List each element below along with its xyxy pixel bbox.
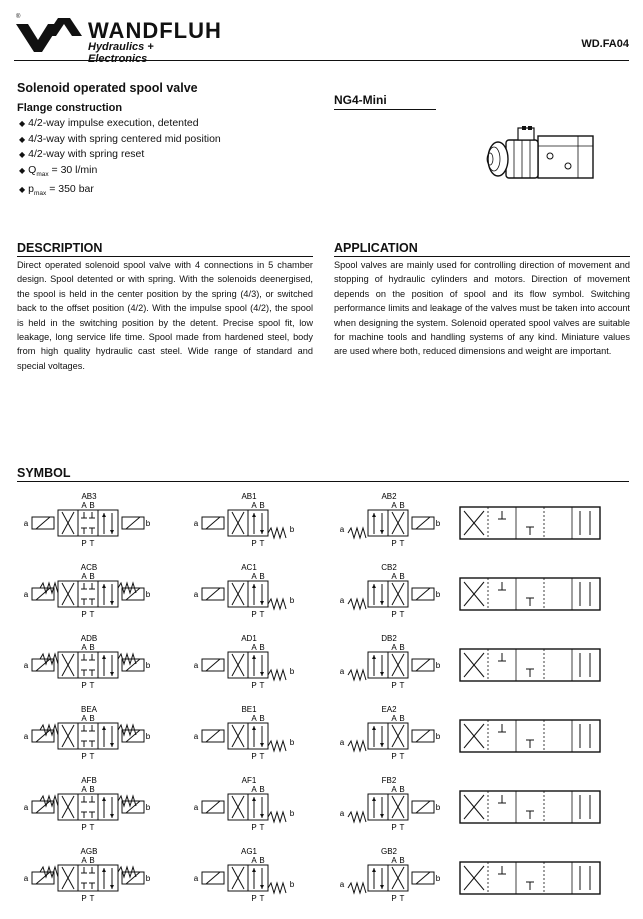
application-heading: APPLICATION xyxy=(334,241,630,257)
symbol-ab3 xyxy=(14,490,164,550)
document-id: WD.FA04 xyxy=(581,38,629,50)
valve-position-box xyxy=(78,581,98,607)
solenoid-label: b xyxy=(145,661,151,670)
port-p-label: P xyxy=(81,681,87,690)
solenoid-label: a xyxy=(193,661,199,670)
spool-overview xyxy=(458,860,608,900)
valve-position-box xyxy=(98,581,118,607)
valve-position-box xyxy=(98,652,118,678)
port-p-label: P xyxy=(251,894,257,903)
spring-icon xyxy=(348,883,366,893)
feature-item: ◆ 4/2-way with spring reset xyxy=(19,147,221,163)
symbol-code: ACB xyxy=(80,563,98,572)
feature-item: ◆ 4/3-way with spring centered mid position xyxy=(19,132,221,148)
spring-icon xyxy=(348,812,366,822)
port-b-label: B xyxy=(89,785,95,794)
valve-position-box xyxy=(98,510,118,536)
solenoid-label: a xyxy=(193,732,199,741)
port-a-label: A xyxy=(81,572,87,581)
symbol-code: AG1 xyxy=(240,847,258,856)
port-p-label: P xyxy=(251,610,257,619)
solenoid-label: b xyxy=(435,874,441,883)
valve-position-box xyxy=(248,510,268,536)
solenoid-label: b xyxy=(145,519,151,528)
solenoid-label: b xyxy=(289,880,295,889)
symbol-db2 xyxy=(314,632,464,692)
spring-icon xyxy=(268,812,286,822)
port-p-label: P xyxy=(391,681,397,690)
symbol-code: EA2 xyxy=(381,705,397,714)
port-a-label: A xyxy=(251,643,257,652)
symbol-code: AC1 xyxy=(241,563,257,572)
valve-position-box xyxy=(368,510,388,536)
symbol-bea xyxy=(14,703,164,763)
spool-overview xyxy=(458,505,608,545)
valve-position-box xyxy=(368,652,388,678)
valve-position-box xyxy=(78,723,98,749)
port-a-label: A xyxy=(81,856,87,865)
solenoid-label: a xyxy=(23,590,29,599)
symbol-code: AFB xyxy=(81,776,97,785)
valve-position-box xyxy=(248,794,268,820)
solenoid-label: a xyxy=(339,525,345,534)
valve-position-box xyxy=(98,723,118,749)
port-t-label: T xyxy=(399,752,405,761)
valve-position-box xyxy=(248,723,268,749)
solenoid-label: a xyxy=(23,732,29,741)
valve-position-box xyxy=(78,510,98,536)
spring-icon xyxy=(348,599,366,609)
valve-position-box xyxy=(98,865,118,891)
solenoid-label: a xyxy=(339,809,345,818)
solenoid-label: b xyxy=(435,661,441,670)
port-b-label: B xyxy=(399,856,405,865)
solenoid-label: a xyxy=(193,590,199,599)
wandfluh-logo-icon xyxy=(14,16,84,52)
port-a-label: A xyxy=(391,501,397,510)
port-t-label: T xyxy=(399,610,405,619)
symbol-code: ADB xyxy=(80,634,98,643)
port-b-label: B xyxy=(399,501,405,510)
port-b-label: B xyxy=(259,572,265,581)
solenoid-label: b xyxy=(289,596,295,605)
symbol-code: AF1 xyxy=(241,776,257,785)
valve-position-box xyxy=(248,865,268,891)
port-p-label: P xyxy=(251,539,257,548)
valve-position-box xyxy=(368,794,388,820)
port-p-label: P xyxy=(391,610,397,619)
feature-pmax: ◆ $p_{max} = 350$ bar xyxy=(19,182,221,202)
spring-icon xyxy=(268,741,286,751)
symbol-code: AB3 xyxy=(81,492,97,501)
valve-position-box xyxy=(248,652,268,678)
symbol-code: AD1 xyxy=(241,634,257,643)
spool-overview xyxy=(458,647,608,687)
symbol-af1 xyxy=(174,774,324,834)
port-p-label: P xyxy=(391,539,397,548)
port-b-label: B xyxy=(399,785,405,794)
spool-overview xyxy=(458,718,608,758)
feature-item: ◆ 4/2-way impulse execution, detented xyxy=(19,116,221,132)
solenoid-label: a xyxy=(193,803,199,812)
port-a-label: A xyxy=(391,785,397,794)
solenoid-label: a xyxy=(339,667,345,676)
valve-position-box xyxy=(78,652,98,678)
port-a-label: A xyxy=(391,856,397,865)
symbol-code: CB2 xyxy=(381,563,397,572)
port-p-label: P xyxy=(251,681,257,690)
symbol-ab1 xyxy=(174,490,324,550)
symbol-code: AB2 xyxy=(381,492,397,501)
valve-position-box xyxy=(248,581,268,607)
port-a-label: A xyxy=(251,714,257,723)
port-t-label: T xyxy=(259,610,265,619)
port-p-label: P xyxy=(251,823,257,832)
symbol-afb xyxy=(14,774,164,834)
symbol-code: GB2 xyxy=(380,847,398,856)
spring-icon xyxy=(348,528,366,538)
wandfluh-logo xyxy=(14,14,222,65)
symbol-code: AGB xyxy=(80,847,98,856)
port-b-label: B xyxy=(259,501,265,510)
solenoid-label: b xyxy=(435,590,441,599)
port-t-label: T xyxy=(89,894,95,903)
symbol-acb xyxy=(14,561,164,621)
port-t-label: T xyxy=(399,823,405,832)
solenoid-label: b xyxy=(435,803,441,812)
port-a-label: A xyxy=(81,785,87,794)
port-t-label: T xyxy=(89,752,95,761)
port-p-label: P xyxy=(81,610,87,619)
valve-position-box xyxy=(78,865,98,891)
port-t-label: T xyxy=(89,610,95,619)
valve-position-box xyxy=(78,794,98,820)
port-p-label: P xyxy=(251,752,257,761)
port-a-label: A xyxy=(391,572,397,581)
port-p-label: P xyxy=(81,823,87,832)
solenoid-label: b xyxy=(289,525,295,534)
spring-icon xyxy=(268,883,286,893)
port-t-label: T xyxy=(259,823,265,832)
spring-icon xyxy=(268,670,286,680)
port-t-label: T xyxy=(399,894,405,903)
symbol-ag1 xyxy=(174,845,324,905)
port-b-label: B xyxy=(89,714,95,723)
description-text: Direct operated solenoid spool valve with 4 connections in 5 chamber design. Spool detented or with spring. With the solenoids deenergised, the spool is held in the center position by the spring (4/3), or switched back to the offset position (4/2). With the impulse spool (4/2), the spool is held in the switching position by the detent. Precise spool fit, low leakage, long service life time. Spool made from hardened steel, body from high quality hydraulic cast steel. Wide range of standard and special voltages. xyxy=(17,260,313,371)
solenoid-label: a xyxy=(23,519,29,528)
valve-position-box xyxy=(368,581,388,607)
symbol-gb2 xyxy=(314,845,464,905)
symbol-cb2 xyxy=(314,561,464,621)
port-b-label: B xyxy=(89,501,95,510)
symbol-code: DB2 xyxy=(381,634,397,643)
port-b-label: B xyxy=(259,856,265,865)
port-a-label: A xyxy=(81,714,87,723)
valve-position-box xyxy=(368,723,388,749)
port-b-label: B xyxy=(259,714,265,723)
solenoid-label: a xyxy=(339,880,345,889)
port-b-label: B xyxy=(89,643,95,652)
port-a-label: A xyxy=(251,501,257,510)
header-divider xyxy=(14,60,629,61)
solenoid-label: a xyxy=(339,738,345,747)
port-a-label: A xyxy=(251,785,257,794)
description-heading: DESCRIPTION xyxy=(17,241,313,257)
port-t-label: T xyxy=(259,894,265,903)
port-t-label: T xyxy=(89,823,95,832)
brand-name: WANDFLUH xyxy=(88,18,222,43)
symbol-agb xyxy=(14,845,164,905)
symbol-code: BEA xyxy=(80,705,98,714)
symbol-be1 xyxy=(174,703,324,763)
solenoid-label: a xyxy=(193,519,199,528)
port-a-label: A xyxy=(251,856,257,865)
valve-product-image xyxy=(478,126,598,191)
symbol-adb xyxy=(14,632,164,692)
solenoid-label: a xyxy=(23,661,29,670)
valve-position-box xyxy=(368,865,388,891)
port-t-label: T xyxy=(399,681,405,690)
port-b-label: B xyxy=(399,714,405,723)
symbol-code: FB2 xyxy=(381,776,397,785)
product-title: Solenoid operated spool valve xyxy=(17,81,198,95)
solenoid-label: b xyxy=(435,519,441,528)
port-t-label: T xyxy=(259,539,265,548)
symbol-code: AB1 xyxy=(241,492,257,501)
port-a-label: A xyxy=(81,643,87,652)
port-p-label: P xyxy=(391,752,397,761)
solenoid-label: b xyxy=(145,803,151,812)
port-a-label: A xyxy=(391,714,397,723)
spool-overview xyxy=(458,789,608,829)
symbol-heading: SYMBOL xyxy=(17,466,629,482)
port-b-label: B xyxy=(399,572,405,581)
brand-tagline: Hydraulics + Electronics xyxy=(88,41,154,65)
product-subtitle: Flange construction xyxy=(17,102,123,114)
spool-overview xyxy=(458,576,608,616)
application-text: Spool valves are mainly used for controlling direction of movement and stopping of hydraulic cylinders and motors. Direction of movement depends on the position of spool and its flow symbol. Switching performance limits and leakage of the valves must be taken into account when designing the system. Solenoid operated spool valves are suitable for machine tools and handling systems of any kind. Miniature values are used where both, reduced dimensions and weight are important. xyxy=(334,260,630,357)
port-p-label: P xyxy=(391,823,397,832)
feature-list xyxy=(19,116,221,202)
symbol-code: BE1 xyxy=(241,705,257,714)
solenoid-label: a xyxy=(23,803,29,812)
solenoid-label: a xyxy=(193,874,199,883)
port-t-label: T xyxy=(259,752,265,761)
solenoid-label: b xyxy=(289,738,295,747)
port-b-label: B xyxy=(89,856,95,865)
port-t-label: T xyxy=(259,681,265,690)
size-label: NG4-Mini xyxy=(334,93,436,110)
spring-icon xyxy=(348,670,366,680)
port-a-label: A xyxy=(251,572,257,581)
port-p-label: P xyxy=(391,894,397,903)
port-b-label: B xyxy=(89,572,95,581)
spring-icon xyxy=(268,528,286,538)
port-b-label: B xyxy=(399,643,405,652)
solenoid-label: b xyxy=(289,809,295,818)
port-p-label: P xyxy=(81,894,87,903)
port-b-label: B xyxy=(259,785,265,794)
solenoid-label: b xyxy=(435,732,441,741)
symbol-ab2 xyxy=(314,490,464,550)
port-a-label: A xyxy=(391,643,397,652)
symbol-fb2 xyxy=(314,774,464,834)
registered-mark: ® xyxy=(16,14,21,20)
solenoid-label: b xyxy=(145,732,151,741)
symbol-ea2 xyxy=(314,703,464,763)
port-a-label: A xyxy=(81,501,87,510)
port-t-label: T xyxy=(89,539,95,548)
spring-icon xyxy=(268,599,286,609)
port-b-label: B xyxy=(259,643,265,652)
spring-icon xyxy=(348,741,366,751)
valve-position-box xyxy=(98,794,118,820)
feature-qmax: ◆ $Q_{max} = 30$ l/min xyxy=(19,163,221,183)
symbol-ad1 xyxy=(174,632,324,692)
solenoid-label: a xyxy=(23,874,29,883)
port-t-label: T xyxy=(89,681,95,690)
port-t-label: T xyxy=(399,539,405,548)
symbol-ac1 xyxy=(174,561,324,621)
solenoid-label: b xyxy=(145,874,151,883)
port-p-label: P xyxy=(81,539,87,548)
solenoid-label: b xyxy=(145,590,151,599)
solenoid-label: a xyxy=(339,596,345,605)
port-p-label: P xyxy=(81,752,87,761)
solenoid-label: b xyxy=(289,667,295,676)
